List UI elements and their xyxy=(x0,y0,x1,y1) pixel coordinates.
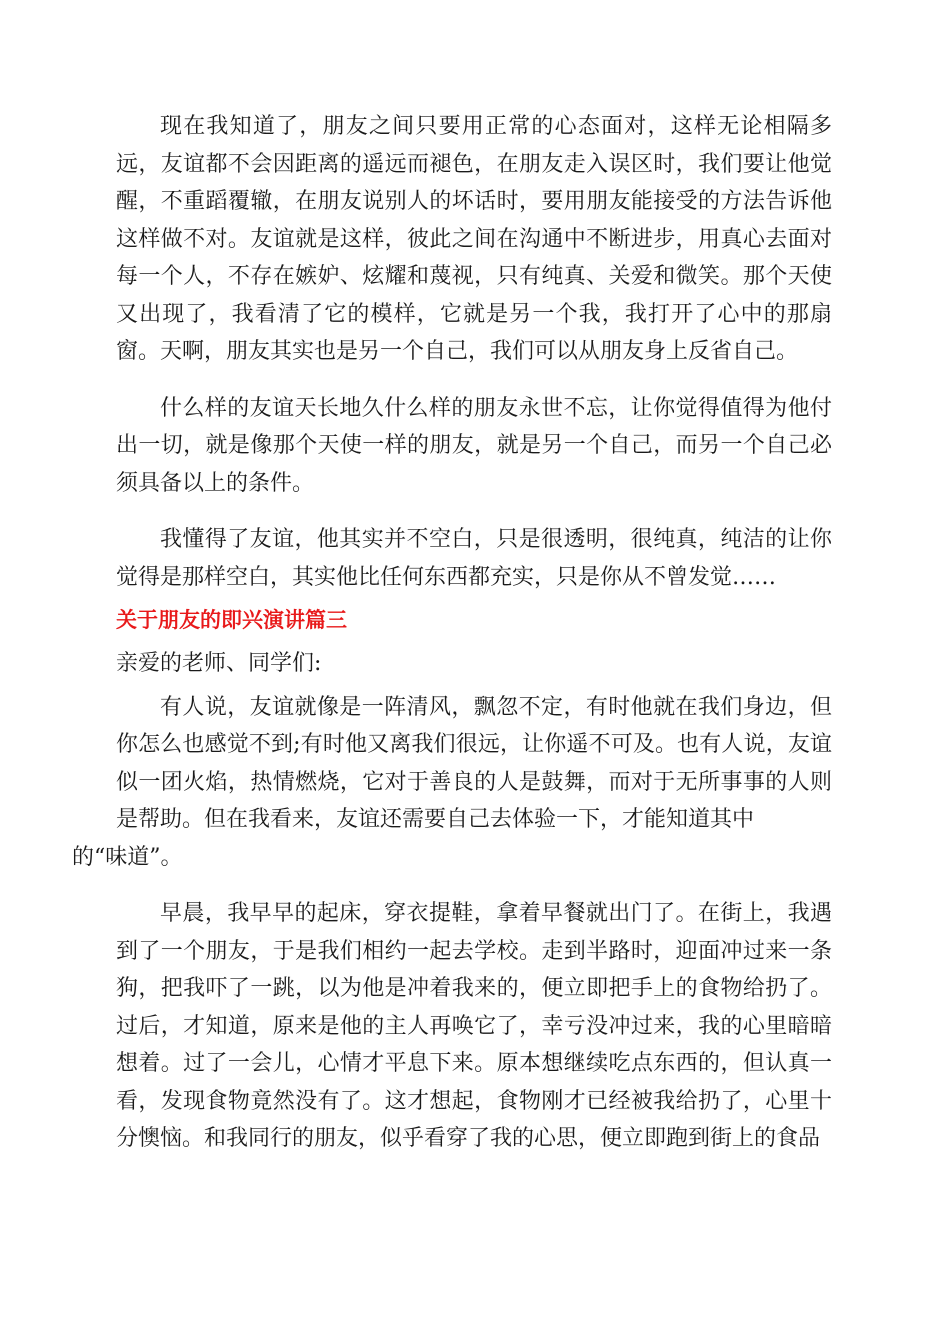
speech-paragraph-1 xyxy=(72,689,832,877)
paragraph-lasting-friendship: 什么样的友谊天长地久什么样的朋友永世不忘，让你觉得值得为他付出一切，就是像那个天使一样的朋友，就是另一个自己，而另一个自己必须具备以上的条件。 xyxy=(116,395,832,496)
speech-paragraph-1-tail: 的“味道”。 xyxy=(72,844,183,870)
paragraph-gap xyxy=(116,502,832,521)
paragraph-gap xyxy=(116,371,832,390)
document-body xyxy=(72,108,832,1158)
section-heading: 关于朋友的即兴演讲篇三 xyxy=(116,608,347,632)
speech-salutation: 亲爱的老师、同学们: xyxy=(116,651,322,676)
paragraph-gap xyxy=(116,876,832,895)
paragraph-friendship-reflection: 现在我知道了，朋友之间只要用正常的心态面对，这样无论相隔多远，友谊都不会因距离的遥远而褪色，在朋友走入误区时，我们要让他觉醒，不重蹈覆辙，在朋友说别人的坏话时，要用朋友能接受的方法告诉他这样做不对。友谊就是这样，彼此之间在沟通中不断进步，用真心去面对每一个人，不存在嫉妒、炫耀和蔑视，只有纯真、关爱和微笑。那个天使又出现了，我看清了它的模样，它就是另一个我，我打开了心中的那扇窗。天啊，朋友其实也是另一个自己，我们可以从朋友身上反省自己。 xyxy=(116,114,832,364)
paragraph-understanding-friendship: 我懂得了友谊，他其实并不空白，只是很透明，很纯真，纯洁的让你觉得是那样空白，其实他比任何东西都充实，只是你从不曾发觉…… xyxy=(116,527,832,590)
speech-paragraph-2: 早晨，我早早的起床，穿衣提鞋，拿着早餐就出门了。在街上，我遇到了一个朋友，于是我们相约一起去学校。走到半路时，迎面冲过来一条狗，把我吓了一跳，以为他是冲着我来的，便立即把手上的食物给扔了。过后，才知道，原来是他的主人再唤它了，幸亏没冲过来，我的心里暗暗想着。过了一会儿，心情才平息下来。原本想继续吃点东西的，但认真一看，发现食物竟然没有了。这才想起，食物刚才已经被我给扔了，心里十分懊恼。和我同行的朋友，似乎看穿了我的心思，便立即跑到街上的食品 xyxy=(116,901,832,1151)
speech-paragraph-1-main: 有人说，友谊就像是一阵清风，飘忽不定，有时他就在我们身边，但你怎么也感觉不到;有时他又离我们很远，让你遥不可及。也有人说，友谊似一团火焰，热情燃烧，它对于善良的人是鼓舞，而对于无所事事的人则是帮助。但在我看来，友谊还需要自己去体验一下，才能知道其中 xyxy=(116,694,832,832)
